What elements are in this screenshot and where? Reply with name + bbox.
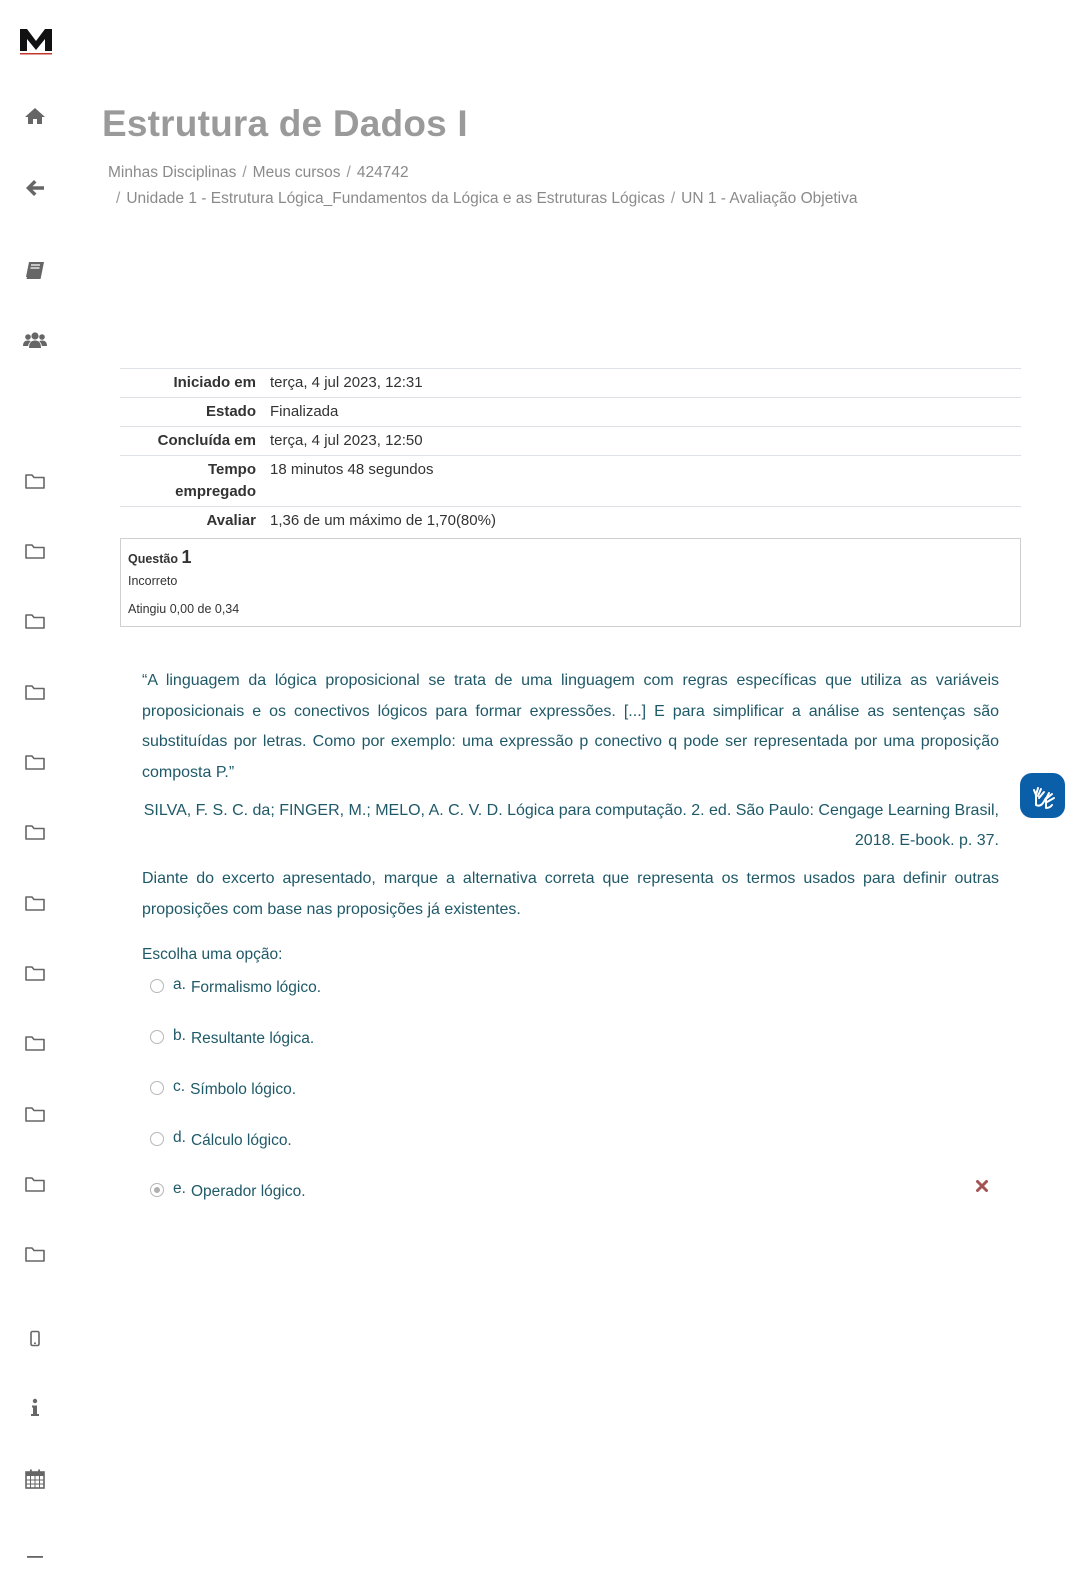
- folder-icon[interactable]: [22, 750, 48, 774]
- option-label: Formalismo lógico.: [190, 979, 321, 996]
- accessibility-sign-language-button[interactable]: [1020, 773, 1065, 818]
- menu-icon[interactable]: [22, 1547, 48, 1561]
- site-logo-icon[interactable]: [18, 24, 54, 58]
- question-grade: Atingiu 0,00 de 0,34: [128, 602, 240, 616]
- attempt-summary-table: [120, 368, 1021, 535]
- left-sidebar: [0, 0, 70, 1571]
- option-label: Cálculo lógico.: [190, 1132, 292, 1149]
- radio-button[interactable]: [150, 979, 164, 993]
- hands-icon: [1028, 781, 1058, 811]
- question-state: Incorreto: [128, 574, 178, 588]
- summary-row: [120, 507, 1021, 536]
- answer-option-b[interactable]: [150, 1026, 314, 1052]
- book-icon[interactable]: [22, 258, 48, 282]
- radio-button[interactable]: [150, 1030, 164, 1044]
- folder-icon[interactable]: [22, 680, 48, 704]
- breadcrumb-separator: /: [242, 164, 247, 181]
- breadcrumb-item[interactable]: Unidade 1 - Estrutura Lógica_Fundamentos da Lógica e as Estruturas Lógicas: [126, 190, 665, 207]
- folder-icon[interactable]: [22, 1102, 48, 1126]
- radio-button-selected[interactable]: [150, 1183, 164, 1197]
- question-number-value: 1: [181, 547, 192, 567]
- calendar-icon[interactable]: [22, 1467, 48, 1491]
- answer-option-d[interactable]: [150, 1128, 292, 1154]
- summary-value: Finalizada: [270, 403, 339, 420]
- summary-row: [120, 456, 1021, 507]
- info-icon[interactable]: [22, 1396, 48, 1420]
- option-letter: a.: [173, 976, 186, 993]
- folder-icon[interactable]: [22, 961, 48, 985]
- summary-row: [120, 427, 1021, 456]
- folder-icon[interactable]: [22, 1172, 48, 1196]
- question-prompt-text: Diante do excerto apresentado, marque a alternativa correta que representa os termos usados para definir outras proposições com base nas proposições já existentes.: [142, 870, 999, 918]
- summary-value: 18 minutos 48 segundos: [270, 461, 434, 478]
- folder-icon[interactable]: [22, 1242, 48, 1266]
- option-letter: d.: [173, 1129, 186, 1146]
- breadcrumb-item[interactable]: Meus cursos: [252, 164, 341, 181]
- option-label: Símbolo lógico.: [190, 1081, 297, 1098]
- folder-icon[interactable]: [22, 539, 48, 563]
- back-arrow-icon[interactable]: [22, 176, 48, 200]
- summary-label: Iniciado em: [173, 374, 256, 391]
- users-icon[interactable]: [22, 328, 48, 352]
- breadcrumb-separator: /: [346, 164, 351, 181]
- breadcrumb-item[interactable]: UN 1 - Avaliação Objetiva: [681, 190, 858, 207]
- option-letter: b.: [173, 1027, 186, 1044]
- folder-icon[interactable]: [22, 609, 48, 633]
- mobile-icon[interactable]: [22, 1327, 48, 1351]
- option-letter: c.: [173, 1078, 186, 1095]
- summary-value: 1,36 de um máximo de 1,70(80%): [270, 512, 496, 529]
- incorrect-x-icon: [975, 1179, 989, 1193]
- summary-label: Estado: [205, 403, 256, 420]
- option-letter: e.: [173, 1180, 186, 1197]
- answer-option-a[interactable]: [150, 975, 321, 1001]
- folder-icon[interactable]: [22, 820, 48, 844]
- summary-label: Concluída em: [157, 432, 256, 449]
- summary-label-line: empregado: [175, 483, 256, 500]
- summary-value: terça, 4 jul 2023, 12:31: [270, 374, 423, 391]
- question-info-box: [120, 538, 1021, 627]
- summary-label-line: Tempo: [207, 461, 256, 478]
- summary-row: [120, 398, 1021, 427]
- radio-button[interactable]: [150, 1081, 164, 1095]
- breadcrumb-separator: /: [670, 190, 676, 207]
- folder-icon[interactable]: [22, 891, 48, 915]
- breadcrumb: [108, 160, 1008, 212]
- question-quote: “A linguagem da lógica proposicional se trata de uma linguagem com regras específicas que utiliza as variáveis proposicionais e os conectivos lógicos para formar expressões. [...] E para simplificar a análise as sentenças são substituídas por letras. Como por exemplo: uma expressão p conectivo q pode ser representada por uma proposição composta P.”: [142, 672, 999, 781]
- page-title: Estrutura de Dados I: [102, 103, 468, 144]
- question-citation: SILVA, F. S. C. da; FINGER, M.; MELO, A. C. V. D. Lógica para computação. 2. ed. São Paulo: Cengage Learning Brasil, 2018. E-book. p. 37.: [143, 802, 999, 849]
- summary-row: [120, 369, 1021, 398]
- summary-value: terça, 4 jul 2023, 12:50: [270, 432, 423, 449]
- answer-prompt: Escolha uma opção:: [142, 946, 283, 963]
- folder-icon[interactable]: [22, 469, 48, 493]
- answer-option-e[interactable]: [150, 1179, 306, 1205]
- home-icon[interactable]: [22, 104, 48, 128]
- summary-label: [120, 456, 270, 507]
- breadcrumb-item[interactable]: 424742: [356, 164, 409, 181]
- radio-button[interactable]: [150, 1132, 164, 1146]
- question-number: [128, 547, 1013, 568]
- summary-label: Avaliar: [206, 512, 256, 529]
- option-label: Operador lógico.: [190, 1183, 306, 1200]
- answer-option-c[interactable]: [150, 1077, 296, 1103]
- folder-icon[interactable]: [22, 1031, 48, 1055]
- breadcrumb-item[interactable]: Minhas Disciplinas: [108, 164, 237, 181]
- question-label: Questão: [128, 552, 179, 566]
- breadcrumb-separator: /: [116, 190, 121, 207]
- question-text: [142, 666, 999, 925]
- option-label: Resultante lógica.: [190, 1030, 315, 1047]
